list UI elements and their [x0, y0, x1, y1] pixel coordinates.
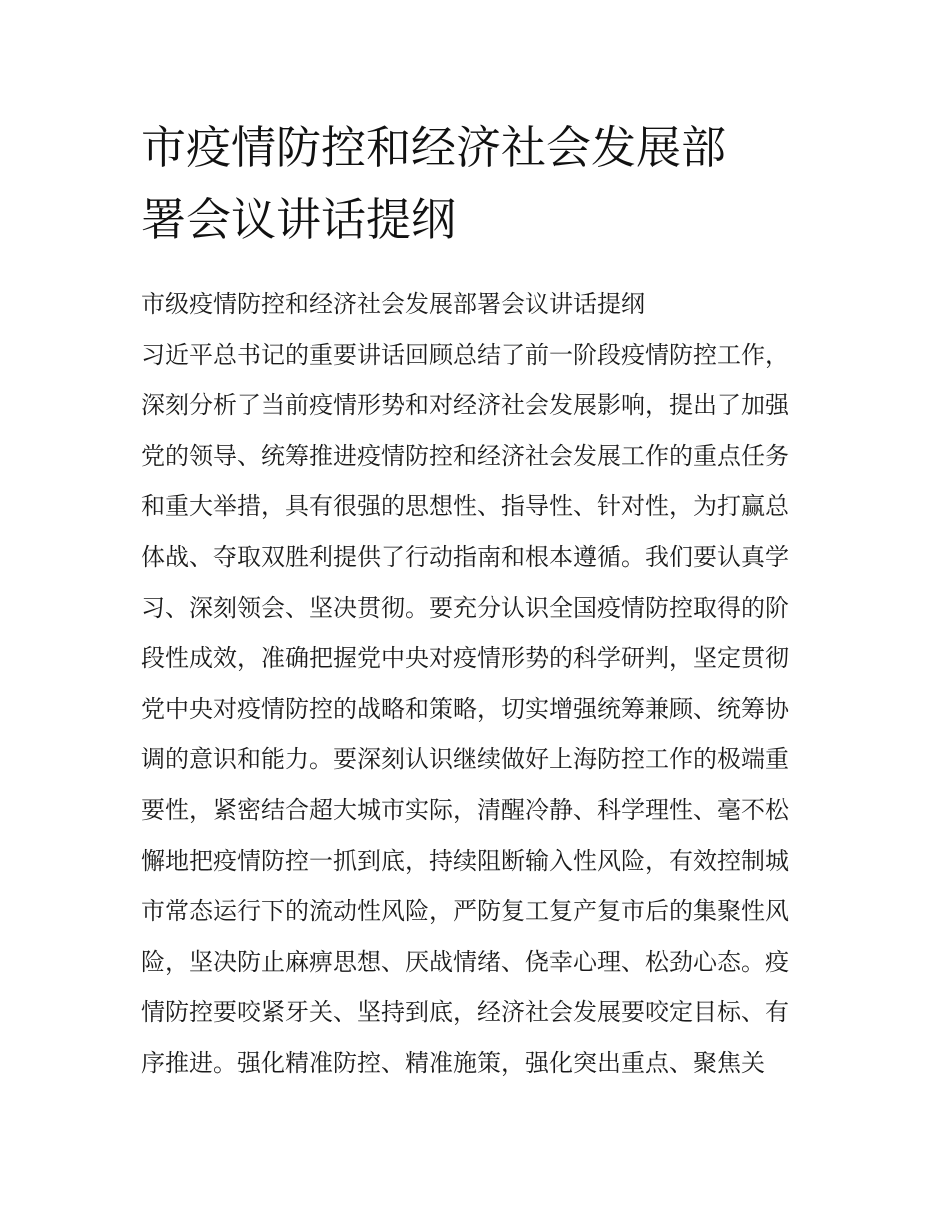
document-title	[141, 112, 821, 256]
body-line: 党的领导、统筹推进疫情防控和经济社会发展工作的重点任务	[141, 441, 789, 470]
body-line: 习近平总书记的重要讲话回顾总结了前一阶段疫情防控工作，	[141, 340, 789, 369]
body-line: 党中央对疫情防控的战略和策略，切实增强统筹兼顾、统筹协	[141, 694, 789, 723]
body-line: 市常态运行下的流动性风险，严防复工复产复市后的集聚性风	[141, 897, 789, 926]
body-line: 懈地把疫情防控一抓到底，持续阻断输入性风险，有效控制城	[141, 846, 789, 875]
body-line: 调的意识和能力。要深刻认识继续做好上海防控工作的极端重	[141, 745, 789, 774]
body-line: 和重大举措，具有很强的思想性、指导性、针对性，为打赢总	[141, 492, 789, 521]
document-body	[141, 279, 821, 1089]
title-line: 市疫情防控和经济社会发展部	[141, 121, 727, 174]
body-line: 序推进。强化精准防控、精准施策，强化突出重点、聚焦关	[141, 1048, 765, 1077]
body-line: 体战、夺取双胜利提供了行动指南和根本遵循。我们要认真学	[141, 542, 789, 571]
title-line: 署会议讲话提纲	[141, 193, 457, 246]
body-line: 险，坚决防止麻痹思想、厌战情绪、侥幸心理、松劲心态。疫	[141, 947, 789, 976]
body-line: 段性成效，准确把握党中央对疫情形势的科学研判，坚定贯彻	[141, 644, 789, 673]
body-line: 习、深刻领会、坚决贯彻。要充分认识全国疫情防控取得的阶	[141, 593, 789, 622]
body-line: 深刻分析了当前疫情形势和对经济社会发展影响，提出了加强	[141, 391, 789, 420]
body-line: 要性，紧密结合超大城市实际，清醒冷静、科学理性、毫不松	[141, 795, 789, 824]
document-subtitle: 市级疫情防控和经济社会发展部署会议讲话提纲	[141, 290, 645, 318]
body-line: 情防控要咬紧牙关、坚持到底，经济社会发展要咬定目标、有	[141, 998, 789, 1027]
